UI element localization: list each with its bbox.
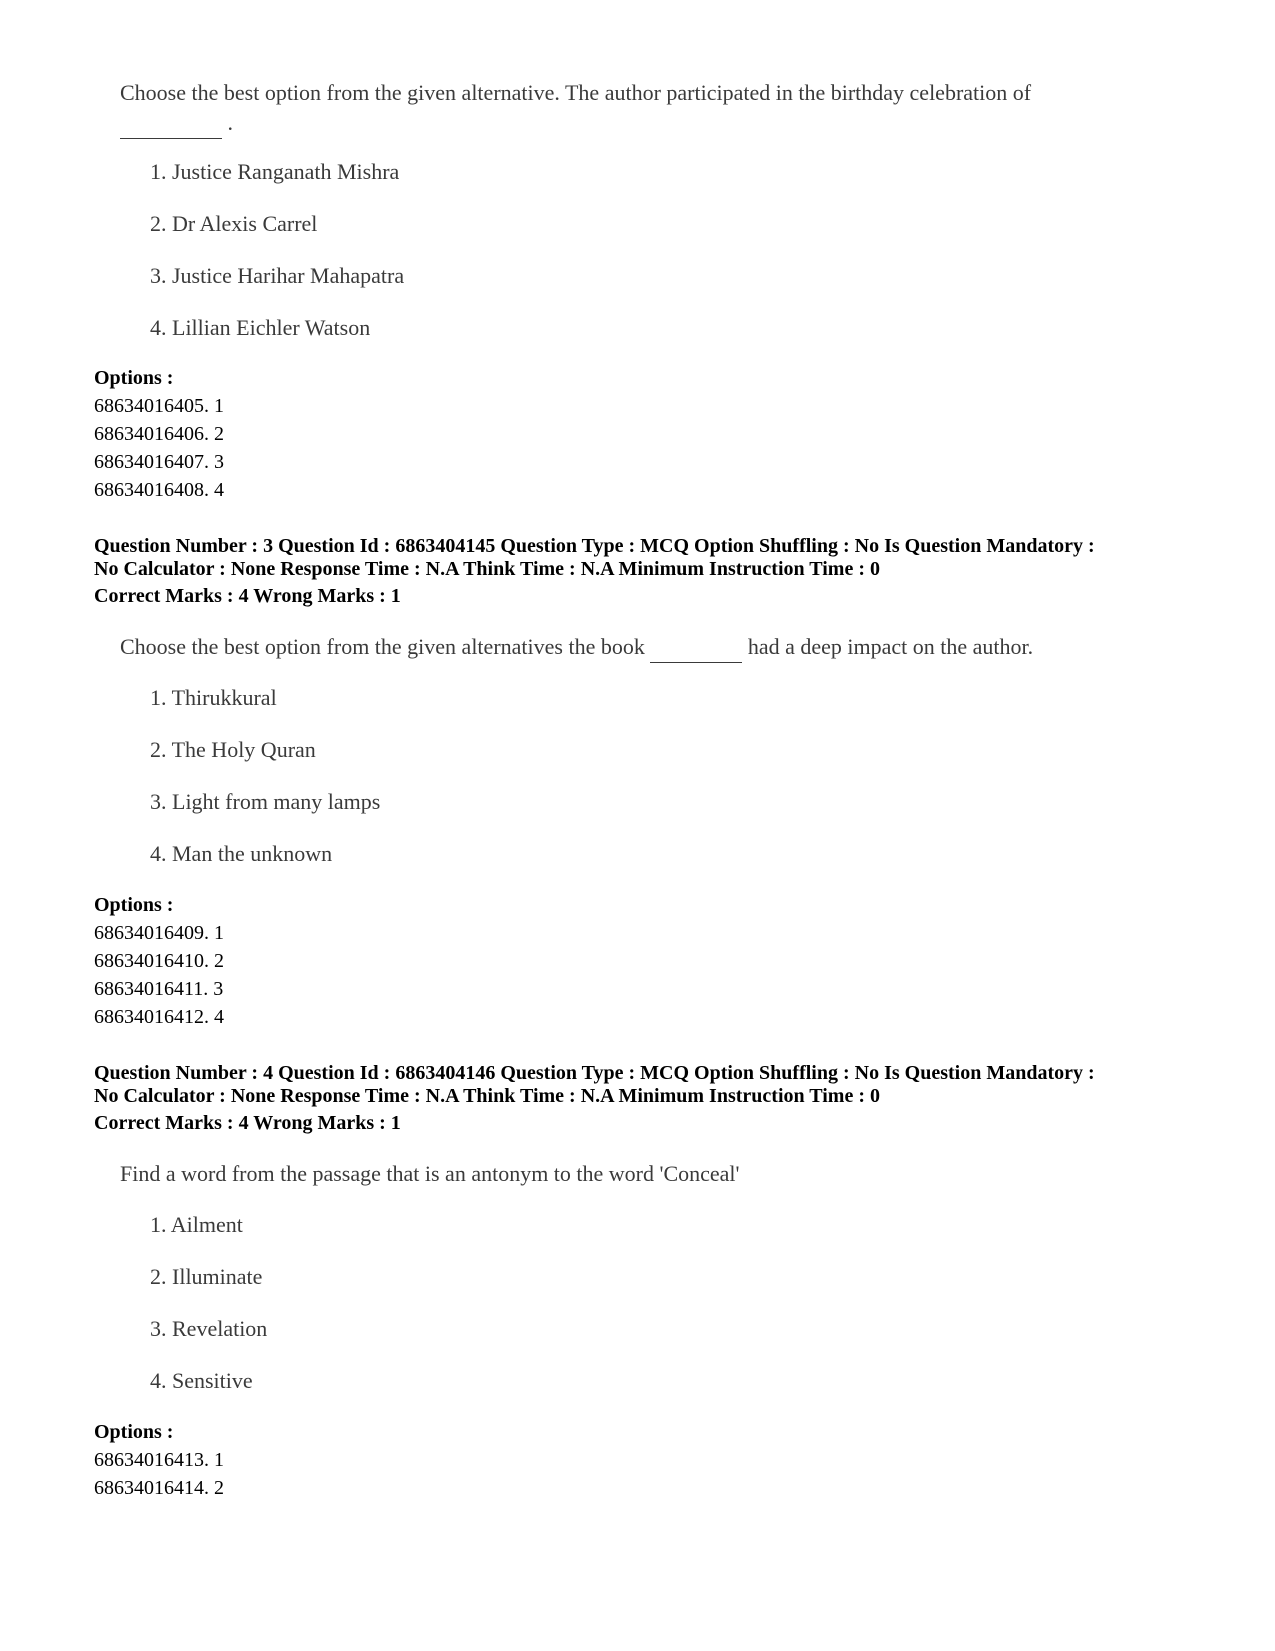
question-2-choice-4: 4. Lillian Eichler Watson <box>150 315 371 340</box>
question-4-marks: Correct Marks : 4 Wrong Marks : 1 <box>94 1112 401 1134</box>
question-3-option-2: 68634016410. 2 <box>94 950 224 972</box>
question-4-meta-line-2: No Calculator : None Response Time : N.A Think Time : N.A Minimum Instruction Time : 0 <box>94 1085 880 1107</box>
question-3-option-4: 68634016412. 4 <box>94 1006 224 1028</box>
question-4-choice-1: 1. Ailment <box>150 1212 243 1237</box>
question-3-option-3: 68634016411. 3 <box>94 978 224 1000</box>
question-2-stem: Choose the best option from the given alternative. The author participated in the birthday celebration of <box>120 80 1032 105</box>
question-4-option-2: 68634016414. 2 <box>94 1477 224 1499</box>
question-2-text <box>120 78 1160 108</box>
question-2-end: . <box>227 110 233 135</box>
question-3-choice-3: 3. Light from many lamps <box>150 789 381 814</box>
question-4-meta-line-1: Question Number : 4 Question Id : 6863404146 Question Type : MCQ Option Shuffling : No Is Question Mandatory : <box>94 1062 1095 1084</box>
answer-blank <box>120 108 222 139</box>
question-3-meta-line-2: No Calculator : None Response Time : N.A Think Time : N.A Minimum Instruction Time : 0 <box>94 558 880 580</box>
question-3-choice-4: 4. Man the unknown <box>150 841 333 866</box>
question-2-option-3: 68634016407. 3 <box>94 451 224 473</box>
question-3-choice-1: 1. Thirukkural <box>150 685 277 710</box>
question-3-stem-after: had a deep impact on the author. <box>747 634 1034 659</box>
question-4-text <box>120 1159 1160 1189</box>
question-3-stem-before: Choose the best option from the given alternatives the book <box>120 634 645 659</box>
question-2-option-2: 68634016406. 2 <box>94 423 224 445</box>
question-3-marks: Correct Marks : 4 Wrong Marks : 1 <box>94 585 401 607</box>
question-4-choice-2: 2. Illuminate <box>150 1264 263 1289</box>
question-3-option-1: 68634016409. 1 <box>94 922 224 944</box>
question-3-text <box>120 632 1160 663</box>
question-4-choice-4: 4. Sensitive <box>150 1368 253 1393</box>
question-3-options-label: Options : <box>94 894 174 916</box>
question-2-choice-3: 3. Justice Harihar Mahapatra <box>150 263 405 288</box>
question-3-choice-2: 2. The Holy Quran <box>150 737 316 762</box>
answer-blank <box>650 632 742 663</box>
question-2-choice-2: 2. Dr Alexis Carrel <box>150 211 318 236</box>
question-2-option-4: 68634016408. 4 <box>94 479 224 501</box>
question-2-option-1: 68634016405. 1 <box>94 395 224 417</box>
question-4-choice-3: 3. Revelation <box>150 1316 268 1341</box>
question-2-options-label: Options : <box>94 367 174 389</box>
question-2-choice-1: 1. Justice Ranganath Mishra <box>150 159 400 184</box>
question-4-option-1: 68634016413. 1 <box>94 1449 224 1471</box>
question-4-options-label: Options : <box>94 1421 174 1443</box>
question-2-blank-row <box>120 108 1160 139</box>
question-4-stem: Find a word from the passage that is an antonym to the word 'Conceal' <box>120 1161 740 1186</box>
question-3-meta-line-1: Question Number : 3 Question Id : 6863404145 Question Type : MCQ Option Shuffling : No Is Question Mandatory : <box>94 535 1095 557</box>
